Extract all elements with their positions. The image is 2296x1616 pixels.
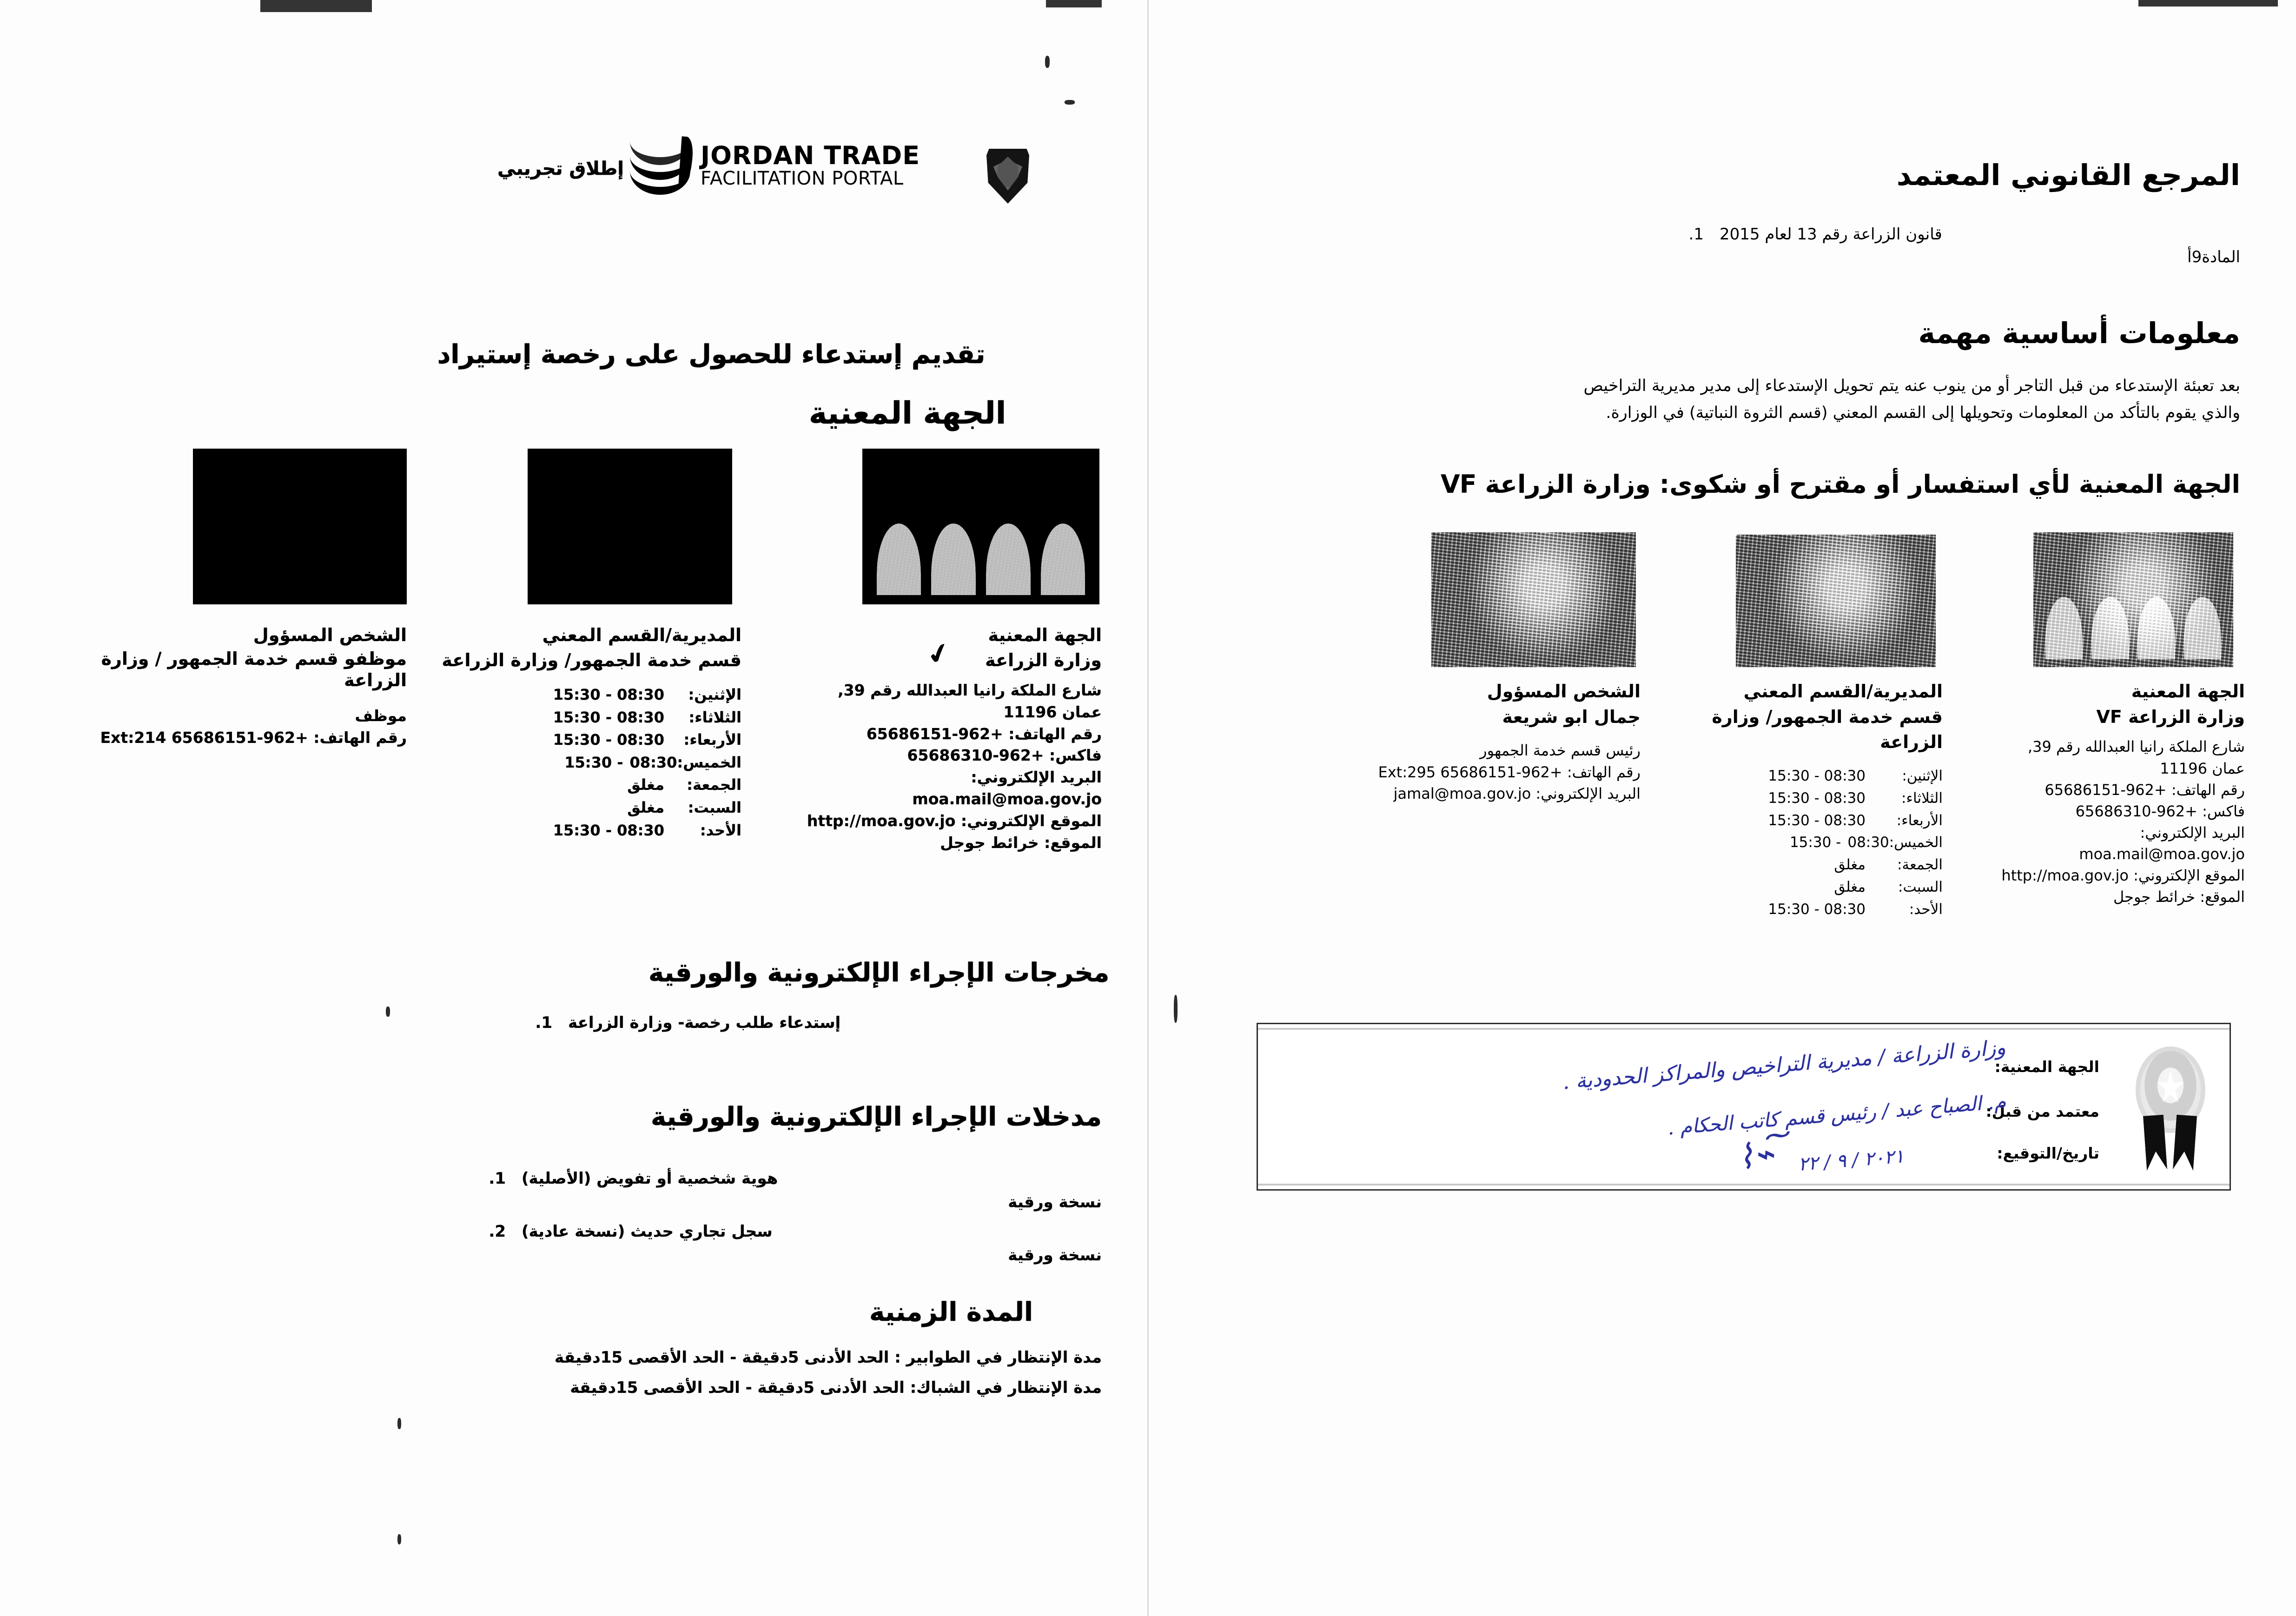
approval-label-entity: الجهة المعنية:: [1994, 1058, 2099, 1076]
section-heading-outputs: مخرجات الإجراء الإلكترونية والورقية: [648, 958, 1110, 988]
hours-day: الخميس:08:30: [629, 753, 741, 771]
section-heading-important-info: معلومات أساسية مهمة: [1918, 316, 2240, 350]
hours-row: [1654, 899, 1943, 921]
list-item: [483, 1167, 1102, 1191]
card-department-right: [1654, 679, 1943, 921]
card-line-phone: رقم الهاتف: +962-65686151 Ext:214: [100, 728, 407, 747]
hours-value: - 15:30: [564, 753, 623, 771]
list-item-number: 1.: [489, 1169, 506, 1188]
hours-table: [1654, 765, 1943, 921]
list-item: [483, 1220, 1102, 1244]
approval-box-bottom-rule: [1258, 1184, 2230, 1186]
hours-table: [435, 683, 741, 841]
hours-row: [435, 751, 741, 774]
official-at-desk-photo: [1431, 532, 1636, 667]
hours-day: الجمعة:: [687, 776, 741, 794]
right-page: [1148, 0, 2296, 1616]
hours-day: السبت:: [1898, 878, 1943, 895]
brand-logo-line1: JORDAN TRADE: [701, 140, 920, 170]
card-title: المديرية/القسم المعني: [542, 625, 741, 645]
section-heading-contact: الجهة المعنية لأي استفسار أو مقترح أو شكوى: وزارة الزراعة VF: [1440, 470, 2240, 499]
section-heading-legal-reference: المرجع القانوني المعتمد: [1896, 158, 2240, 192]
list-item-number: 2.: [489, 1222, 506, 1241]
hours-value: 08:30 - 15:30: [553, 731, 664, 749]
card-title: الجهة المعنية: [2131, 681, 2245, 702]
card-subtitle: قسم خدمة الجمهور/ وزارة الزراعة: [442, 649, 741, 670]
approval-box: [1257, 1023, 2231, 1191]
card-title: الشخص المسؤول: [253, 625, 407, 645]
handwritten-entity-value: وزارة الزراعة / مديرية التراخيص والمراكز الحدودية .: [1562, 1035, 2007, 1094]
hours-row: [1654, 810, 1943, 832]
card-line-role: رئيس قسم خدمة الجمهور: [1480, 742, 1641, 760]
card-line-role: موظف: [355, 706, 407, 725]
hours-value: 08:30 - 15:30: [1768, 901, 1866, 918]
card-line-address1: شارع الملكة رانيا العبدالله رقم 39,: [838, 681, 1102, 699]
card-subtitle: جمال ابو شريعة: [1502, 706, 1641, 727]
card-line-phone: رقم الهاتف: +962-65686151: [2045, 781, 2245, 799]
list-item-number: 1.: [1688, 225, 1704, 244]
approval-label-date-signature: تاريخ/التوقيع:: [1997, 1144, 2099, 1162]
list-item-text: إستدعاء طلب رخصة- وزارة الزراعة: [568, 1013, 841, 1032]
card-subtitle: وزارة الزراعة: [985, 649, 1102, 670]
hours-row: [1654, 854, 1943, 876]
card-line-address2: عمان 11196: [2160, 759, 2245, 777]
handwritten-approved-by-value: م. الصباح عبد / رئيس قسم كاتب الحكام .: [1667, 1090, 2007, 1139]
hours-value: 08:30 - 15:30: [1768, 812, 1866, 829]
hours-row: [1654, 832, 1943, 854]
brand-logo-line2: FACILITATION PORTAL: [701, 168, 904, 190]
hours-day: الأحد:: [1909, 901, 1943, 918]
card-line-maps: الموقع: خرائط جوجل: [940, 833, 1102, 852]
card-line-phone: رقم الهاتف: +962-65686151: [866, 724, 1102, 743]
section-heading-duration: المدة الزمنية: [869, 1297, 1033, 1327]
hours-day: الإثنين:: [688, 685, 741, 703]
list-item: [530, 1013, 1102, 1032]
section-heading-inputs: مدخلات الإجراء الإلكترونية والورقية: [651, 1102, 1102, 1132]
list-item-number: 1.: [535, 1013, 552, 1032]
pilot-badge: إطلاق تجريبي: [497, 158, 624, 179]
card-entity-right: [1924, 679, 2245, 907]
list-item-text: قانون الزراعة رقم 13 لعام 2015: [1720, 225, 1942, 244]
swoosh-logo-icon: [630, 135, 690, 196]
card-title: الجهة المعنية: [988, 625, 1102, 645]
duration-line-queue: مدة الإنتظار في الطوابير : الحد الأدنى 5دقيقة - الحد الأقصى 15دقيقة: [555, 1348, 1102, 1367]
hours-value: مغلق: [627, 776, 664, 794]
hours-value: مغلق: [627, 799, 664, 817]
hours-day: الخميس:08:30: [1847, 834, 1943, 851]
hours-row: [1654, 765, 1943, 788]
hours-row: [435, 819, 741, 842]
hours-row: [435, 729, 741, 751]
hours-row: [435, 774, 741, 796]
hours-value: 08:30 - 15:30: [553, 708, 664, 726]
department-door-photo: [528, 449, 732, 604]
card-line-email-label: البريد الإلكتروني:: [971, 768, 1102, 787]
hours-day: الثلاثاء:: [1901, 789, 1943, 807]
handwritten-date-value: ٢٠٢١ / ٩ / ٢٢: [1797, 1146, 1905, 1175]
award-rosette-seal-icon: [2136, 1046, 2205, 1170]
card-line-email: البريد الإلكتروني: jamal@moa.gov.jo: [1393, 784, 1641, 802]
card-line-website: الموقع الإلكتروني: http://moa.gov.jo: [807, 812, 1102, 830]
card-line-website: الموقع الإلكتروني: http://moa.gov.jo: [2001, 866, 2245, 884]
card-line-phone: رقم الهاتف: +962-65686151 Ext:295: [1378, 763, 1641, 781]
department-door-photo-right: [1736, 535, 1936, 667]
legal-reference-list: [1682, 223, 2240, 269]
approval-box-top-rule: [1258, 1028, 2230, 1030]
list-item-subtext: نسخة ورقية: [1008, 1246, 1102, 1265]
card-title: المديرية/القسم المعني: [1743, 681, 1943, 702]
card-title: الشخص المسؤول: [1487, 681, 1641, 702]
ministry-building-photo: [862, 449, 1099, 604]
hours-row: [1654, 876, 1943, 899]
hours-day: الأحد:: [700, 821, 741, 839]
hours-row: [1654, 788, 1943, 810]
card-subtitle: قسم خدمة الجمهور/ وزارة الزراعة: [1712, 706, 1943, 753]
ministry-building-photo-right: [2033, 532, 2233, 667]
card-line-address1: شارع الملكة رانيا العبدالله رقم 39,: [2027, 738, 2245, 756]
card-line-email-value: moa.mail@moa.gov.jo: [2079, 845, 2245, 863]
section-heading-entity: الجهة المعنية: [809, 395, 1006, 431]
hours-day: السبت:: [688, 799, 741, 817]
hours-value: 08:30 - 15:30: [1768, 768, 1866, 785]
hours-value: 08:30 - 15:30: [1768, 789, 1866, 807]
office-counter-photo: [193, 449, 407, 604]
list-item-text: هوية شخصية أو تفويض (الأصلية): [522, 1169, 778, 1188]
important-info-paragraph-line2: والذي يقوم بالتأكد من المعلومات وتحويلها إلى القسم المعني (قسم الثروة النباتية) في الوزارة.: [1606, 404, 2240, 422]
service-title: تقديم إستدعاء للحصول على رخصة إستيراد: [437, 339, 986, 370]
card-department-left: [435, 623, 741, 841]
duration-line-counter: مدة الإنتظار في الشباك: الحد الأدنى 5دقيقة - الحد الأقصى 15دقيقة: [570, 1378, 1102, 1397]
hours-value: - 15:30: [1789, 834, 1841, 851]
card-line-maps: الموقع: خرائط جوجل: [2113, 887, 2245, 906]
card-line-fax: فاكس: +962-65686310: [2075, 802, 2245, 820]
hours-day: الإثنين:: [1902, 768, 1943, 785]
hours-value: 08:30 - 15:30: [553, 685, 664, 703]
hours-value: مغلق: [1834, 856, 1866, 874]
handwritten-check-mark: ✔: [923, 635, 954, 672]
card-subtitle: وزارة الزراعة VF: [2096, 706, 2245, 727]
list-item-subtext: نسخة ورقية: [1008, 1193, 1102, 1212]
card-line-fax: فاكس: +962-65686310: [907, 746, 1102, 765]
hours-day: الثلاثاء:: [688, 708, 741, 726]
card-subtitle: موظفو قسم خدمة الجمهور / وزارة الزراعة: [101, 648, 407, 691]
inputs-list: [483, 1167, 1102, 1267]
card-line-address2: عمان 11196: [1003, 702, 1102, 721]
card-person-right: [1320, 679, 1641, 804]
card-line-email-value: moa.mail@moa.gov.jo: [912, 790, 1102, 808]
hours-value: 08:30 - 15:30: [553, 821, 664, 839]
hours-day: الأربعاء:: [683, 731, 741, 749]
jordan-coat-of-arms-icon: [986, 149, 1029, 204]
list-item-text: سجل تجاري حديث (نسخة عادية): [522, 1222, 773, 1241]
hours-row: [435, 683, 741, 706]
hours-row: [435, 706, 741, 729]
card-line-email-label: البريد الإلكتروني:: [2140, 823, 2245, 841]
approval-label-approved-by: معتمد من قبل:: [1985, 1102, 2099, 1120]
important-info-paragraph-line1: بعد تعبئة الإستدعاء من قبل التاجر أو من ينوب عنه يتم تحويل الإستدعاء إلى مدير مديرية التراخيص: [1583, 377, 2240, 395]
handwritten-signature: ⌁͠⌇: [1734, 1133, 1777, 1178]
card-person-left: [72, 623, 407, 748]
hours-day: الجمعة:: [1897, 856, 1943, 874]
hours-value: مغلق: [1834, 878, 1866, 895]
page-fold-line: [1147, 0, 1149, 1616]
brand-logo: [630, 135, 920, 196]
hours-row: [435, 796, 741, 819]
outputs-list: [530, 1013, 1102, 1032]
list-item-subtext: المادة9أ: [2187, 248, 2240, 267]
list-item: [1682, 223, 2240, 246]
hours-day: الأربعاء:: [1896, 812, 1943, 829]
